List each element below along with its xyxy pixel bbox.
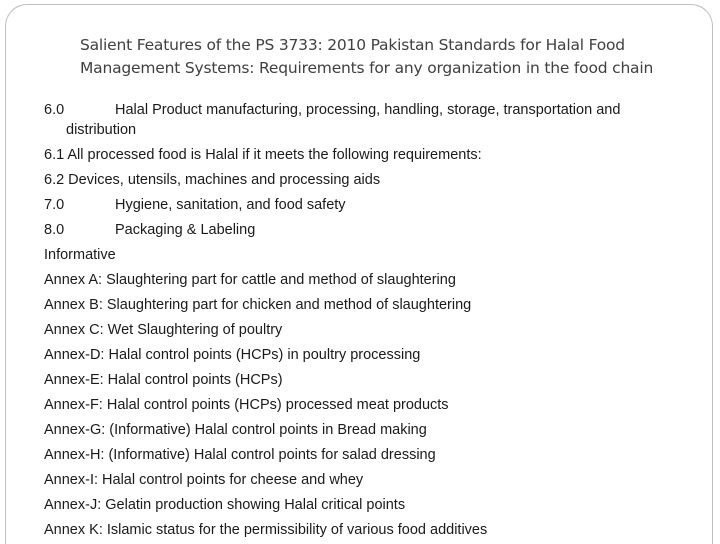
annex-c: Annex C: Wet Slaughtering of poultry [44,322,283,338]
annex-b: Annex B: Slaughtering part for chicken and method of slaughtering [44,297,472,313]
annex-h: Annex-H: (Informative) Halal control points for salad dressing [44,447,436,463]
annex-k: Annex K: Islamic status for the permissibility of various food additives [44,522,488,538]
annex-i: Annex-I: Halal control points for cheese and whey [44,472,364,488]
section-text: Halal Product manufacturing, processing, handling, storage, transportation and [115,102,621,118]
section-8-0 [44,221,255,239]
section-number: 8.0 [44,222,65,238]
annex-j: Annex-J: Gelatin production showing Halal critical points [44,497,406,513]
section-6-0 [44,101,620,119]
annex-g: Annex-G: (Informative) Halal control points in Bread making [44,422,427,438]
annex-f: Annex-F: Halal control points (HCPs) processed meat products [44,397,449,413]
section-number: 6.0 [44,102,65,118]
section-6-0-continuation: distribution [66,122,137,138]
annex-d: Annex-D: Halal control points (HCPs) in poultry processing [44,347,421,363]
section-text: Hygiene, sanitation, and food safety [115,197,346,213]
section-6-1: 6.1 All processed food is Halal if it meets the following requirements: [44,147,482,163]
informative-heading: Informative [44,247,116,263]
section-7-0 [44,196,346,214]
section-number: 7.0 [44,197,65,213]
slide-title: Salient Features of the PS 3733: 2010 Pakistan Standards for Halal Food Management Systems: Requirements for any organization in the food chain [80,36,654,77]
section-text: Packaging & Labeling [115,222,256,238]
annex-a: Annex A: Slaughtering part for cattle and method of slaughtering [44,272,456,288]
annex-e: Annex-E: Halal control points (HCPs) [44,372,283,388]
section-6-2: 6.2 Devices, utensils, machines and processing aids [44,172,381,188]
